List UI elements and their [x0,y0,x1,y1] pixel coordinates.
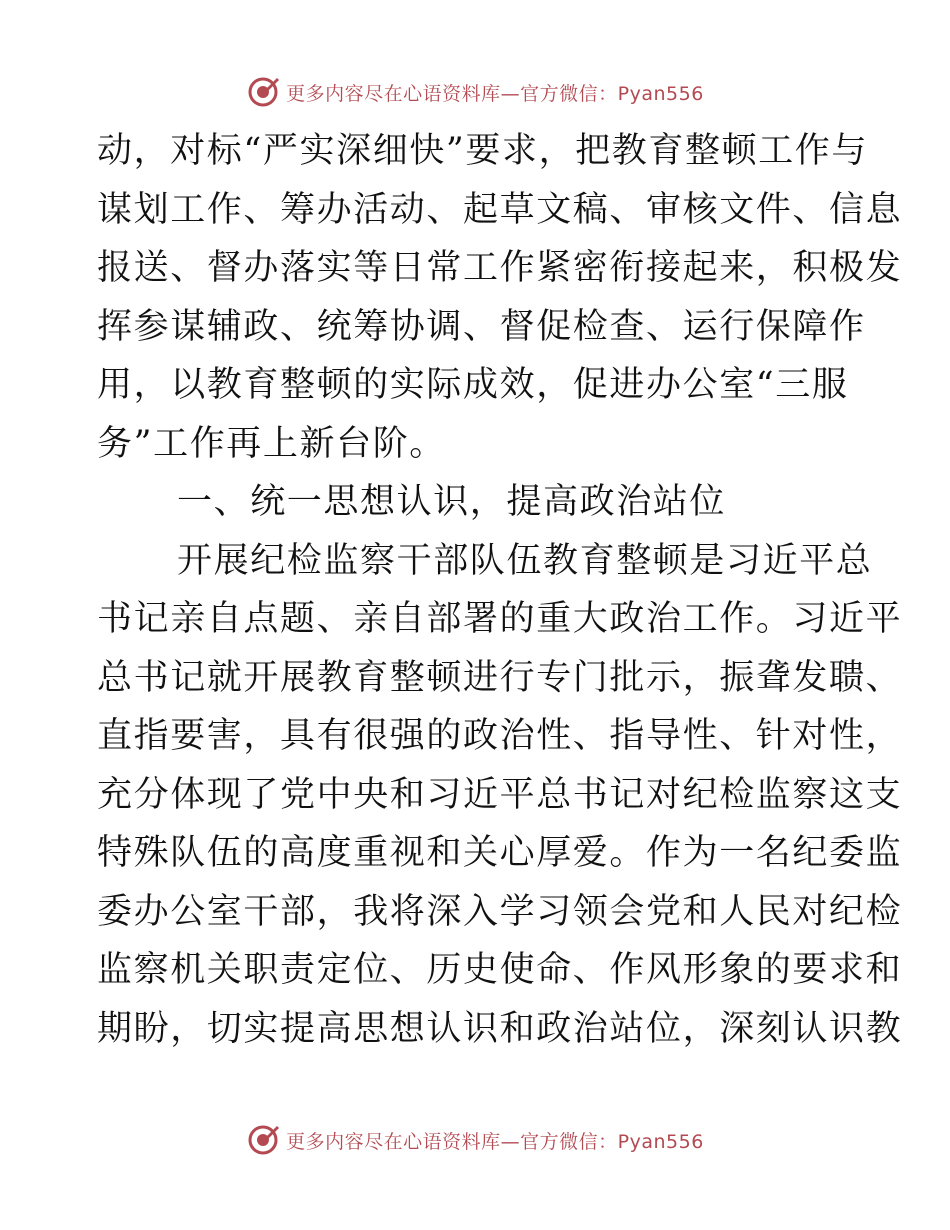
document-body [97,122,903,1058]
text-line: 监察机关职责定位、历史使命、作风形象的要求和 [97,950,903,990]
text-line: 充分体现了党中央和习近平总书记对纪检监察这支 [97,774,903,815]
pen-logo-icon [246,1123,280,1157]
watermark-text: 更多内容尽在心语资料库—官方微信：Pyan556 [286,82,704,105]
text-line: 特殊队伍的高度重视和关心厚爱。作为一名纪委监 [97,833,903,873]
text-line: 务”工作再上新台阶。 [97,423,446,464]
footer-watermark [0,1120,950,1160]
pen-logo-icon [246,75,280,109]
text-line: 直指要害，具有很强的政治性、指导性、针对性， [97,716,903,756]
text-line: 动，对标“严实深细快”要求，把教育整顿工作与 [97,131,868,171]
text-line: 期盼，切实提高思想认识和政治站位，深刻认识教 [97,1008,903,1049]
text-line: 开展纪检监察干部队伍教育整顿是习近平总 [177,540,873,581]
text-line: 委办公室干部，我将深入学习领会党和人民对纪检 [97,891,903,932]
watermark-text: 更多内容尽在心语资料库—官方微信：Pyan556 [286,1130,704,1153]
text-line: 用，以教育整顿的实际成效，促进办公室“三服 [97,365,849,405]
section-heading: 一、统一思想认识，提高政治站位 [177,482,727,522]
text-line: 谋划工作、筹办活动、起草文稿、审核文件、信息 [97,189,903,230]
text-line: 挥参谋辅政、统筹协调、督促检查、运行保障作 [97,306,866,347]
text-line: 报送、督办落实等日常工作紧密衔接起来，积极发 [97,248,903,288]
text-line: 书记亲自点题、亲自部署的重大政治工作。习近平 [97,599,903,639]
header-watermark [0,72,950,112]
text-line: 总书记就开展教育整顿进行专门批示，振聋发聩、 [97,657,903,698]
